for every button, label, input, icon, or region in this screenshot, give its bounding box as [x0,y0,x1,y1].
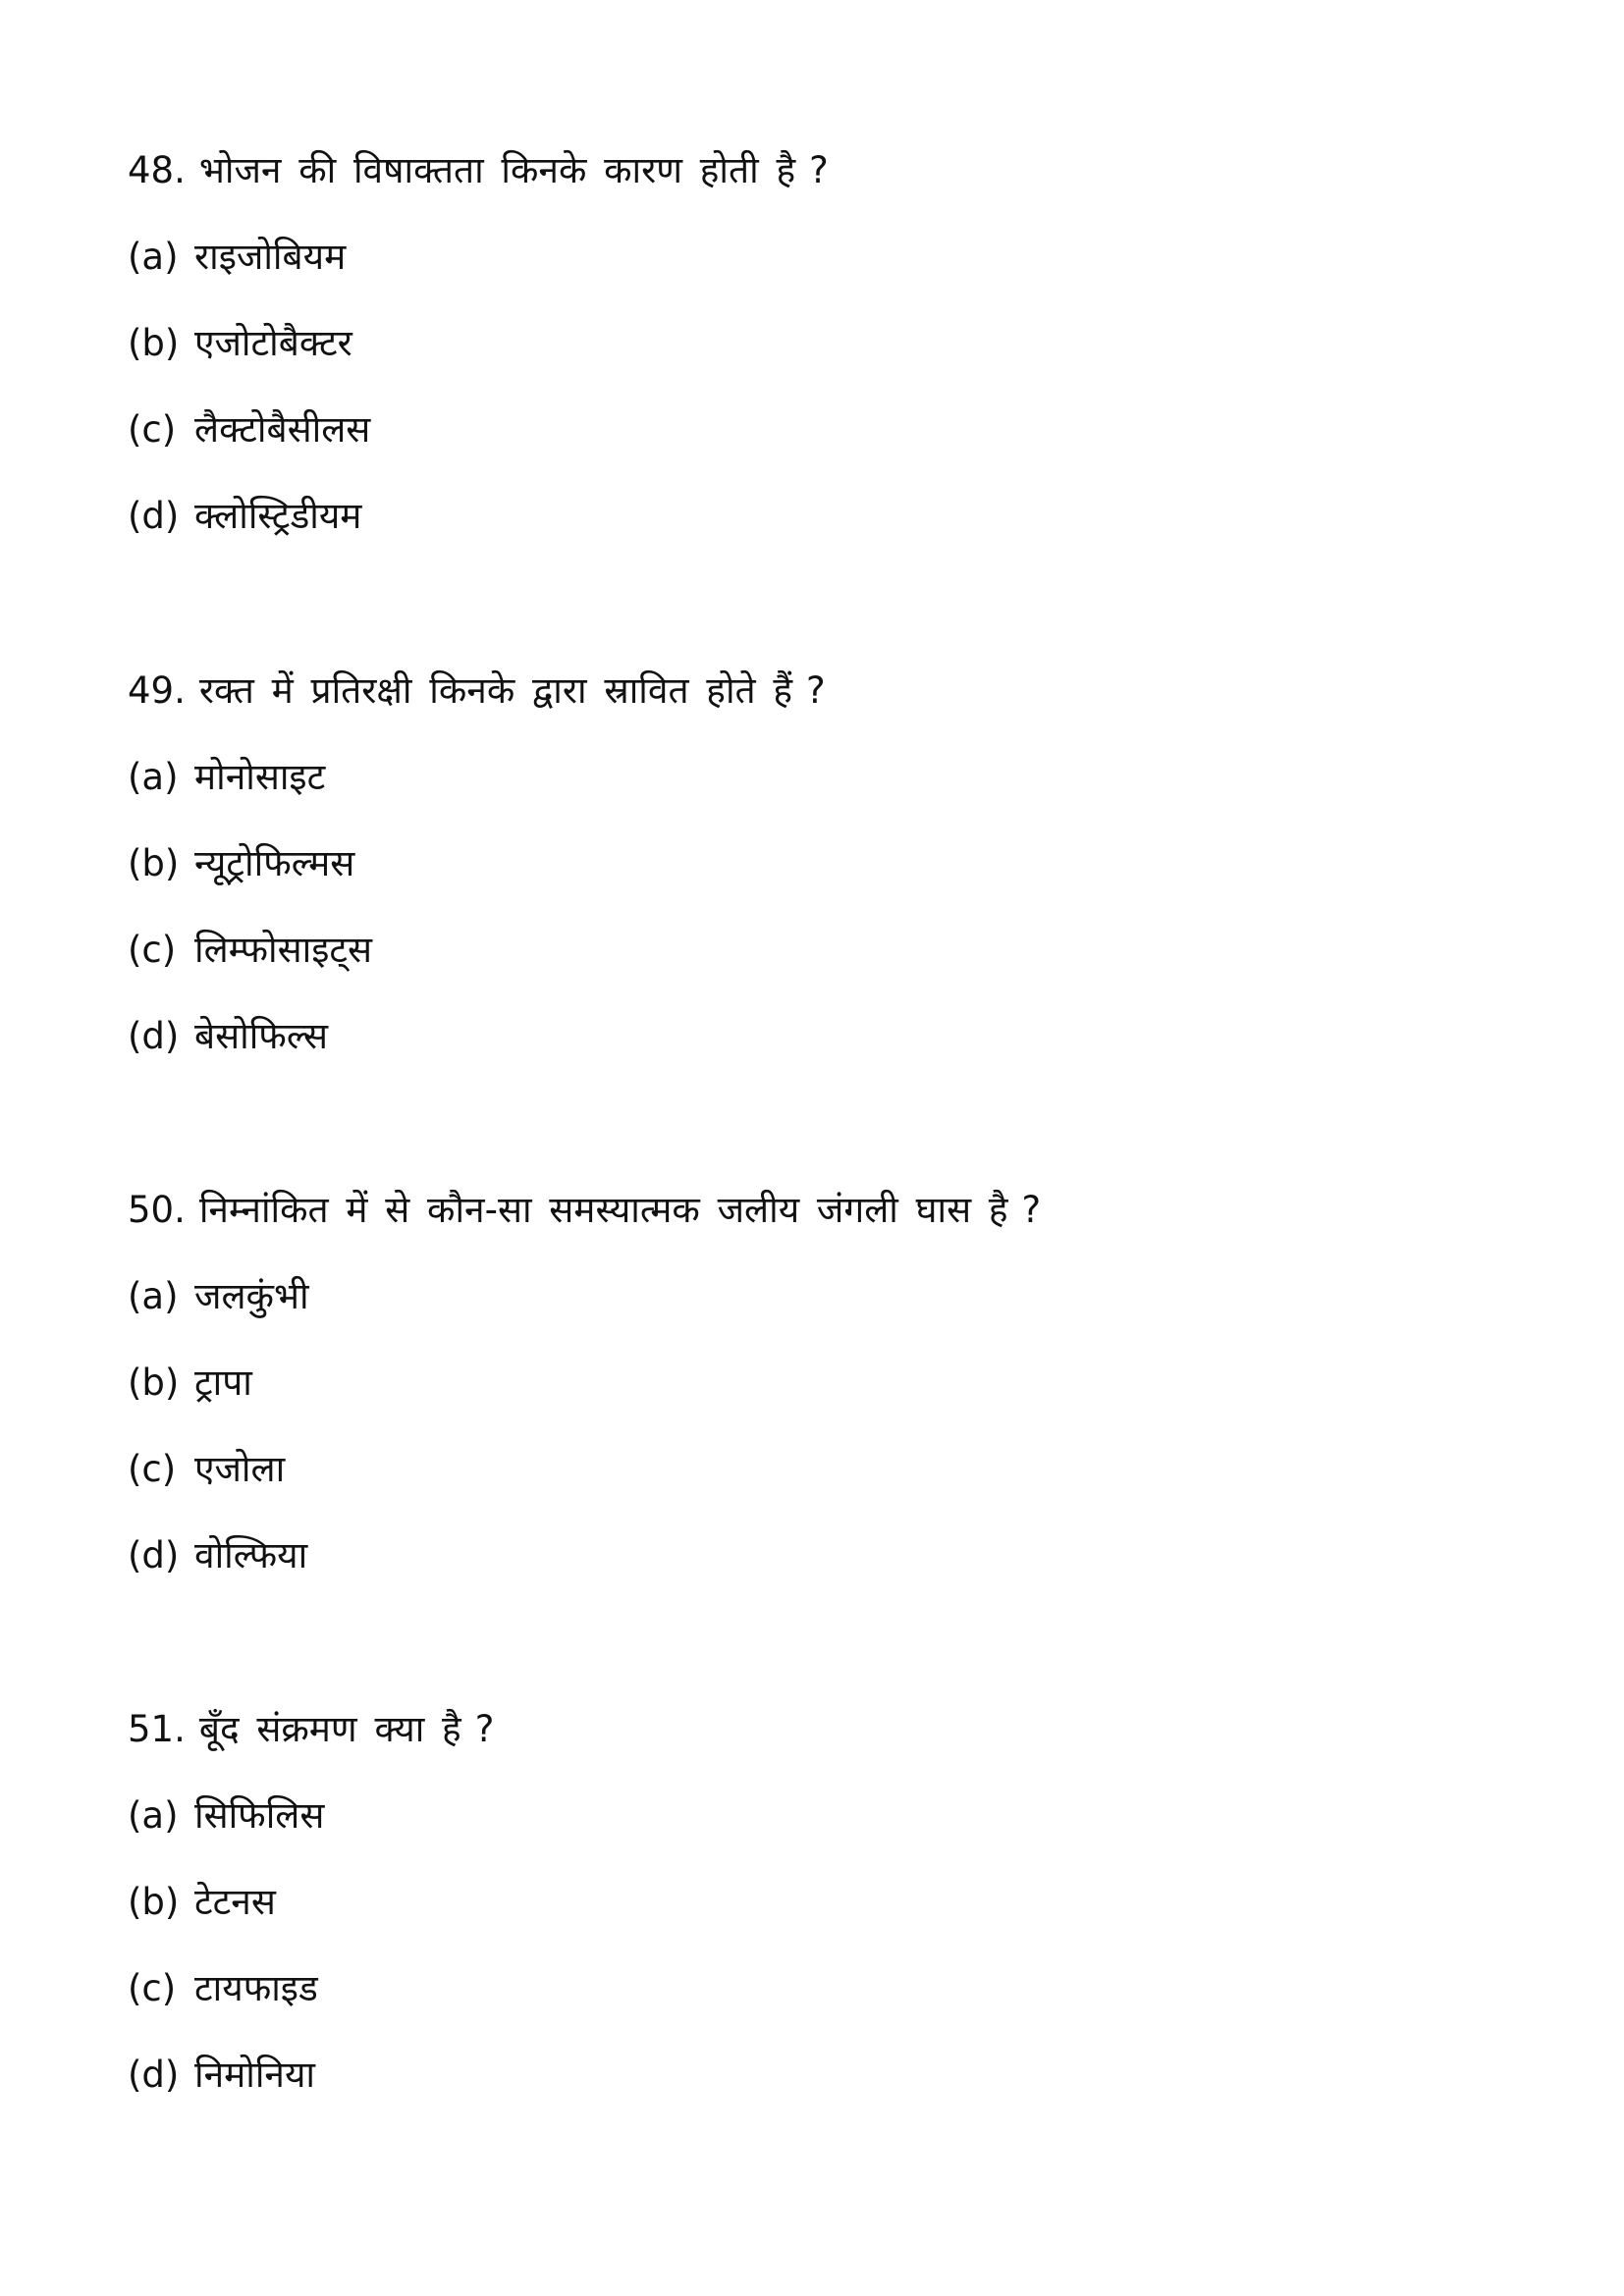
option-text: जलकुंभी [194,1275,309,1317]
option-d[interactable] [128,491,1502,542]
question-text: निम्नांकित में से कौन-सा समस्यात्मक जलीय जंगली घास है [198,1189,1008,1231]
option-b[interactable] [128,1877,1502,1928]
option-text: ट्रापा [194,1362,252,1404]
question-mark: ? [1021,1189,1042,1231]
question-stem [128,145,1502,196]
option-text: क्लोस्ट्रिडीयम [194,495,362,537]
question-text: बूँद संक्रमण क्या है [198,1708,461,1750]
option-b[interactable] [128,1358,1502,1409]
option-label: (a) [128,1794,179,1837]
option-label: (b) [128,1881,180,1923]
option-b[interactable] [128,318,1502,369]
question-mark: ? [806,669,826,712]
option-text: बेसोफिल्स [194,1015,328,1057]
question-number: 51. [128,1708,186,1750]
option-label: (c) [128,1967,177,2009]
option-text: लैक्टोबैसीलस [194,408,371,451]
option-label: (d) [128,2054,180,2096]
option-a[interactable] [128,752,1502,803]
option-a[interactable] [128,232,1502,283]
option-a[interactable] [128,1271,1502,1322]
question-number: 48. [128,149,186,191]
option-label: (d) [128,1015,180,1057]
question-number: 50. [128,1189,186,1231]
question-51 [128,1704,1502,2101]
option-label: (a) [128,756,179,798]
option-label: (a) [128,236,179,278]
option-d[interactable] [128,1530,1502,1581]
option-d[interactable] [128,2050,1502,2101]
question-stem [128,1704,1502,1755]
option-text: एजोटोबैक्टर [194,322,352,364]
option-a[interactable] [128,1790,1502,1842]
option-text: टायफाइड [194,1967,318,2009]
option-c[interactable] [128,925,1502,976]
question-50 [128,1185,1502,1581]
option-c[interactable] [128,1444,1502,1495]
option-d[interactable] [128,1011,1502,1062]
option-text: मोनोसाइट [194,756,326,798]
option-text: न्यूट्रोफिल्मस [194,842,355,884]
question-mark: ? [809,149,829,191]
option-text: लिम्फोसाइट्स [194,929,373,971]
option-label: (d) [128,1534,180,1576]
question-text: रक्त में प्रतिरक्षी किनके द्वारा स्रावित होते हैं [198,669,793,712]
option-label: (d) [128,495,180,537]
option-text: निमोनिया [194,2054,315,2096]
question-49 [128,666,1502,1062]
option-b[interactable] [128,838,1502,889]
option-text: एजोला [194,1448,286,1490]
option-label: (b) [128,842,180,884]
option-text: राइजोबियम [194,236,347,278]
option-text: वोल्फिया [194,1534,308,1576]
option-c[interactable] [128,404,1502,455]
question-text: भोजन की विषाक्तता किनके कारण होती है [198,149,796,191]
question-48 [128,145,1502,542]
option-label: (b) [128,1362,180,1404]
option-text: टेटनस [194,1881,276,1923]
question-stem [128,1185,1502,1236]
option-label: (a) [128,1275,179,1317]
option-label: (c) [128,1448,177,1490]
question-number: 49. [128,669,186,712]
question-stem [128,666,1502,717]
option-text: सिफिलिस [194,1794,325,1837]
option-label: (b) [128,322,180,364]
option-label: (c) [128,408,177,451]
option-label: (c) [128,929,177,971]
question-mark: ? [474,1708,495,1750]
option-c[interactable] [128,1963,1502,2014]
